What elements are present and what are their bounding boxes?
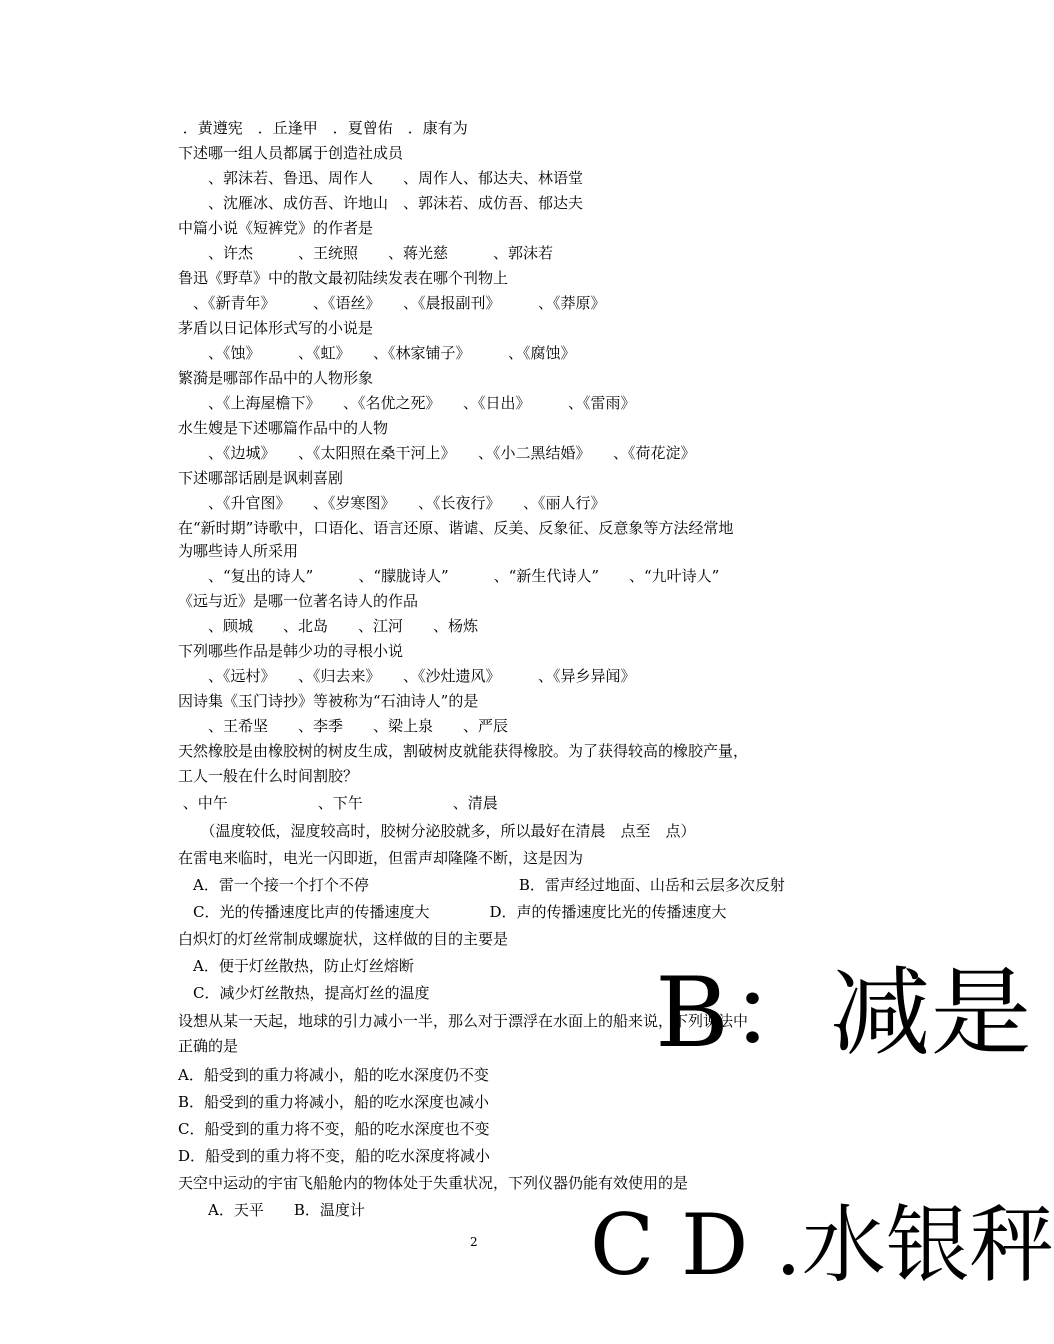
text-line: 下述哪一组人员都属于创造社成员: [178, 144, 404, 162]
overlay-text-cd: C D .水银秤: [590, 1196, 1054, 1294]
text-line: B．船受到的重力将减小，船的吃水深度也减小: [178, 1093, 490, 1111]
text-line: 茅盾以日记体形式写的小说是: [178, 319, 374, 337]
text-line: 在“新时期”诗歌中，口语化、语言还原、谐谑、反美、反象征、反意象等方法经常地: [178, 519, 734, 537]
text-line: 天然橡胶是由橡胶树的树皮生成，割破树皮就能获得橡胶。为了获得较高的橡胶产量，: [178, 742, 749, 760]
text-line: 为哪些诗人所采用: [178, 542, 299, 560]
text-line: 、《远村》 、《归去来》 、《沙灶遗风》 、《异乡异闻》: [178, 667, 636, 685]
text-line: C．船受到的重力将不变，船的吃水深度也不变: [178, 1120, 490, 1138]
text-line: 、中午 、下午 、清晨: [178, 794, 498, 812]
text-line: （温度较低，湿度较高时，胶树分泌胶就多，所以最好在清晨 点至 点）: [178, 822, 696, 840]
text-line: 因诗集《玉门诗抄》等被称为“石油诗人”的是: [178, 692, 479, 710]
text-line: 、《新青年》 、《语丝》 、《晨报副刊》 、《莽原》: [178, 294, 606, 312]
text-line: 、郭沫若、鲁迅、周作人 、周作人、郁达夫、林语堂: [178, 169, 584, 187]
text-line: A．天平 B．温度计: [178, 1201, 365, 1219]
text-line: A．雷一个接一个打个不停 B．雷声经过地面、山岳和云层多次反射: [178, 876, 785, 894]
page-number: 2: [470, 1235, 478, 1249]
text-line: 、顾城 、北岛 、江河 、杨炼: [178, 617, 479, 635]
text-line: 鲁迅《野草》中的散文最初陆续发表在哪个刊物上: [178, 269, 509, 287]
text-line: 、“复出的诗人” 、“朦胧诗人” 、“新生代诗人” 、“九叶诗人”: [178, 567, 720, 585]
text-line: 白炽灯的灯丝常制成螺旋状，这样做的目的主要是: [178, 930, 509, 948]
text-line: 在雷电来临时，电光一闪即逝，但雷声却隆隆不断，这是因为: [178, 849, 584, 867]
text-line: 设想从某一天起，地球的引力减小一半，那么对于漂浮在水面上的船来说，下列说法中: [178, 1012, 749, 1030]
text-line: 、《上海屋檐下》 、《名优之死》 、《日出》 、《雷雨》: [178, 394, 636, 412]
overlay-text-b: B：减是: [655, 957, 1032, 1069]
text-line: 、沈雁冰、成仿吾、许地山 、郭沫若、成仿吾、郁达夫: [178, 194, 584, 212]
text-line: 、《蚀》 、《虹》 、《林家铺子》 、《腐蚀》: [178, 344, 576, 362]
text-line: A．船受到的重力将减小，船的吃水深度仍不变: [178, 1066, 489, 1084]
text-line: C．减少灯丝散热，提高灯丝的温度: [178, 984, 430, 1002]
text-line: 水生嫂是下述哪篇作品中的人物: [178, 419, 389, 437]
text-line: 中篇小说《短裤党》的作者是: [178, 219, 374, 237]
text-line: 天空中运动的宇宙飞船舱内的物体处于失重状况，下列仪器仍能有效使用的是: [178, 1174, 689, 1192]
text-line: 正确的是: [178, 1037, 239, 1055]
text-line: 下列哪些作品是韩少功的寻根小说: [178, 642, 404, 660]
text-line: 、许杰 、王统照 、蒋光慈 、郭沫若: [178, 244, 554, 262]
text-line: A．便于灯丝散热，防止灯丝熔断: [178, 957, 414, 975]
text-line: D．船受到的重力将不变，船的吃水深度将减小: [178, 1147, 491, 1165]
text-line: 下述哪部话剧是讽刺喜剧: [178, 469, 344, 487]
text-line: 、王希坚 、李季 、梁上泉 、严辰: [178, 717, 509, 735]
text-line: 《远与近》是哪一位著名诗人的作品: [178, 592, 419, 610]
text-line: C．光的传播速度比声的传播速度大 D．声的传播速度比光的传播速度大: [178, 903, 727, 921]
text-line: 、《边城》 、《太阳照在桑干河上》 、《小二黑结婚》 、《荷花淀》: [178, 444, 696, 462]
text-line: 繁漪是哪部作品中的人物形象: [178, 369, 374, 387]
text-line: ．黄遵宪 ．丘逢甲 ．夏曾佑 ．康有为: [178, 119, 468, 137]
text-line: 、《升官图》 、《岁寒图》 、《长夜行》 、《丽人行》: [178, 494, 606, 512]
text-line: 工人一般在什么时间割胶？: [178, 767, 359, 785]
